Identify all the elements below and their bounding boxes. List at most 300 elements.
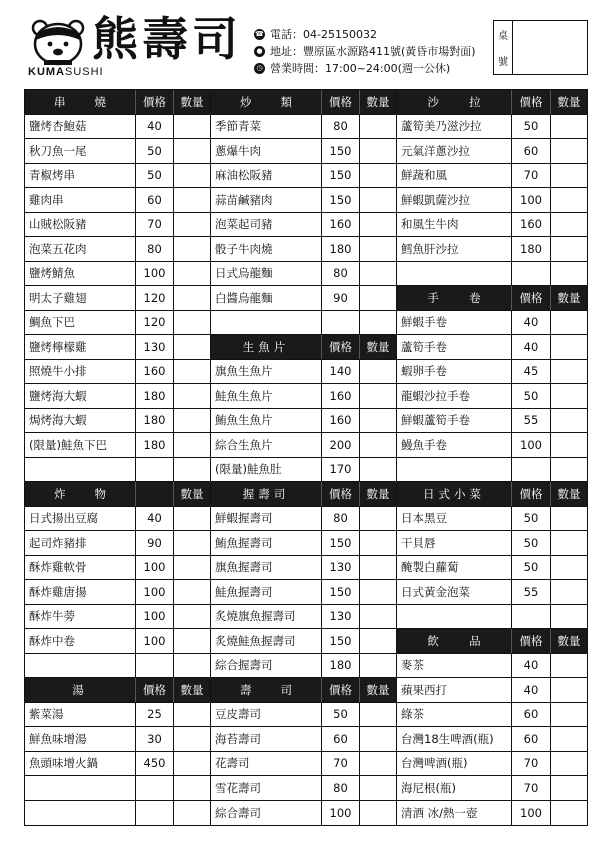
quantity-input-cell[interactable] [550, 801, 587, 826]
quantity-input-cell[interactable] [173, 311, 210, 335]
quantity-input-cell[interactable] [173, 458, 210, 482]
quantity-input-cell[interactable] [550, 409, 587, 433]
menu-item-row [25, 776, 210, 801]
quantity-input-cell[interactable] [550, 164, 587, 188]
item-price: 60 [321, 727, 359, 751]
item-price: 25 [135, 703, 173, 727]
item-name: 照燒牛小排 [29, 364, 87, 379]
menu-item-row [211, 531, 396, 556]
quantity-input-cell[interactable] [359, 580, 396, 604]
menu-item-row [211, 188, 396, 213]
menu-item-row [25, 703, 210, 728]
section-title-part: 飲 [427, 633, 439, 648]
item-price: 40 [511, 311, 550, 335]
item-price: 80 [321, 115, 359, 139]
item-price: 180 [135, 433, 173, 457]
menu-item-row [211, 629, 396, 654]
quantity-input-cell[interactable] [359, 237, 396, 261]
item-name: 鮭魚生魚片 [215, 388, 273, 403]
item-price: 60 [135, 188, 173, 212]
item-name [25, 776, 135, 800]
menu-item-row [397, 409, 587, 434]
quantity-input-cell[interactable] [550, 703, 587, 727]
quantity-input-cell[interactable] [359, 433, 396, 457]
phone-text: 電話：04-25150032 [270, 28, 377, 41]
quantity-input-cell[interactable] [550, 654, 587, 678]
quantity-input-cell[interactable] [550, 507, 587, 531]
phone-row [254, 26, 476, 43]
item-name [25, 801, 135, 826]
quantity-input-cell[interactable] [173, 188, 210, 212]
price-column-header: 價格 [511, 629, 550, 653]
menu-item-row [211, 703, 396, 728]
menu-item-row [211, 776, 396, 801]
item-name: 鯛魚下巴 [29, 315, 75, 330]
brand-name-english-bold: KUMA [28, 66, 65, 78]
section-header [25, 90, 210, 115]
item-name: 鹽烤海大蝦 [29, 388, 87, 403]
menu-item-row [25, 605, 210, 630]
section-title [397, 286, 511, 310]
quantity-input-cell[interactable] [550, 360, 587, 384]
quantity-input-cell[interactable] [173, 115, 210, 139]
menu-item-row [211, 311, 396, 336]
item-price: 150 [321, 629, 359, 653]
section-title-part: 炸 [54, 486, 66, 501]
location-pin-icon: ● [254, 46, 265, 57]
menu-item-row [397, 605, 587, 630]
menu-item-row [211, 213, 396, 238]
item-name: 雪花壽司 [215, 780, 261, 795]
quantity-column-header: 數量 [359, 678, 396, 702]
section-title [211, 90, 321, 114]
quantity-input-cell[interactable] [173, 605, 210, 629]
address-row [254, 43, 476, 60]
item-name: 日式黃金泡菜 [401, 584, 470, 599]
quantity-input-cell[interactable] [173, 654, 210, 678]
item-name: 鰻魚手卷 [401, 437, 447, 452]
menu-item-row [211, 115, 396, 140]
item-price: 60 [511, 139, 550, 163]
address-text: 地址：豐原區水源路411號(黃昏市場對面) [270, 45, 476, 58]
section-title [211, 335, 321, 359]
menu-item-row [397, 531, 587, 556]
menu-item-row [397, 580, 587, 605]
menu-item-row [211, 286, 396, 311]
item-name: 綜合握壽司 [215, 658, 273, 673]
quantity-input-cell[interactable] [359, 213, 396, 237]
quantity-input-cell[interactable] [550, 188, 587, 212]
quantity-input-cell[interactable] [359, 139, 396, 163]
quantity-input-cell[interactable] [173, 801, 210, 826]
item-price: 180 [511, 237, 550, 261]
quantity-column-header: 數量 [550, 90, 587, 114]
menu-item-row [211, 360, 396, 385]
item-price: 150 [321, 139, 359, 163]
menu-item-row [211, 409, 396, 434]
quantity-input-cell[interactable] [550, 384, 587, 408]
menu-item-row [397, 213, 587, 238]
quantity-input-cell[interactable] [359, 531, 396, 555]
item-name: 鮮蝦握壽司 [215, 511, 273, 526]
section-header [211, 678, 396, 703]
menu-column [210, 90, 396, 825]
quantity-input-cell[interactable] [359, 801, 396, 826]
item-price [511, 605, 550, 629]
item-name: 花壽司 [215, 756, 250, 771]
quantity-input-cell[interactable] [359, 629, 396, 653]
item-name: 青椒烤串 [29, 168, 75, 183]
menu-item-row [25, 458, 210, 483]
item-price: 150 [321, 164, 359, 188]
quantity-input-cell[interactable] [173, 776, 210, 800]
item-name: 清酒 冰/熱一壺 [401, 805, 478, 820]
menu-table [24, 89, 588, 826]
quantity-input-cell[interactable] [550, 335, 587, 359]
quantity-input-cell[interactable] [173, 164, 210, 188]
quantity-input-cell[interactable] [359, 776, 396, 800]
menu-header [0, 0, 610, 88]
item-price: 160 [321, 409, 359, 433]
quantity-input-cell[interactable] [550, 580, 587, 604]
item-name: 元氣洋蔥沙拉 [401, 143, 470, 158]
price-column-header: 價格 [135, 678, 173, 702]
quantity-input-cell[interactable] [550, 237, 587, 261]
item-name: 麥茶 [401, 658, 424, 673]
item-name: 鹽烤鯖魚 [29, 266, 75, 281]
quantity-input-cell[interactable] [550, 727, 587, 751]
quantity-input-cell[interactable] [550, 531, 587, 555]
quantity-input-cell[interactable] [550, 678, 587, 702]
menu-item-row [211, 237, 396, 262]
quantity-input-cell[interactable] [173, 384, 210, 408]
item-price: 50 [511, 507, 550, 531]
section-title-part: 炒 [240, 94, 252, 109]
item-price: 50 [321, 703, 359, 727]
item-price: 60 [511, 727, 550, 751]
item-name: 焗烤海大蝦 [29, 413, 87, 428]
menu-item-row [25, 139, 210, 164]
quantity-input-cell[interactable] [173, 139, 210, 163]
item-price: 180 [321, 237, 359, 261]
quantity-input-cell[interactable] [359, 360, 396, 384]
quantity-input-cell[interactable] [550, 139, 587, 163]
quantity-column-header: 數量 [173, 482, 210, 506]
item-price: 60 [511, 703, 550, 727]
menu-item-row [211, 384, 396, 409]
menu-item-row [25, 164, 210, 189]
item-name: 骰子牛肉燒 [215, 241, 273, 256]
menu-item-row [25, 752, 210, 777]
item-name [25, 458, 135, 482]
item-price: 40 [135, 507, 173, 531]
section-title-part: 生魚片 [242, 339, 290, 354]
quantity-input-cell[interactable] [173, 507, 210, 531]
quantity-input-cell[interactable] [359, 507, 396, 531]
item-price: 40 [511, 654, 550, 678]
item-name [25, 654, 135, 678]
item-name: 雞肉串 [29, 192, 64, 207]
item-name: 鮮魚味增湯 [29, 731, 87, 746]
quantity-input-cell[interactable] [173, 237, 210, 261]
item-name: 和風生牛肉 [401, 217, 459, 232]
price-column-header: 價格 [321, 678, 359, 702]
item-name: (限量)鮭魚肚 [215, 462, 282, 477]
quantity-input-cell[interactable] [359, 262, 396, 286]
price-column-header: 價格 [511, 90, 550, 114]
item-name: 蒜苗鹹豬肉 [215, 192, 273, 207]
quantity-column-header: 數量 [550, 286, 587, 310]
quantity-column-header: 數量 [173, 90, 210, 114]
item-price: 130 [135, 335, 173, 359]
menu-item-row [211, 605, 396, 630]
item-name: 魚頭味增火鍋 [29, 756, 98, 771]
quantity-input-cell[interactable] [550, 262, 587, 286]
item-price: 100 [511, 801, 550, 826]
menu-item-row [25, 335, 210, 360]
section-title-part: 類 [280, 94, 292, 109]
menu-item-row [397, 507, 587, 532]
quantity-column-header: 數量 [359, 90, 396, 114]
quantity-input-cell[interactable] [550, 213, 587, 237]
item-name [211, 311, 321, 335]
item-price: 140 [321, 360, 359, 384]
section-header [397, 90, 587, 115]
quantity-input-cell[interactable] [359, 286, 396, 310]
section-title [25, 482, 135, 506]
quantity-input-cell[interactable] [173, 335, 210, 359]
quantity-input-cell[interactable] [359, 458, 396, 482]
item-price: 160 [321, 384, 359, 408]
item-price: 30 [135, 727, 173, 751]
brand-name-english [28, 66, 104, 78]
section-header [211, 482, 396, 507]
item-price: 50 [135, 164, 173, 188]
quantity-input-cell[interactable] [359, 752, 396, 776]
quantity-input-cell[interactable] [173, 727, 210, 751]
menu-item-row [397, 164, 587, 189]
quantity-input-cell[interactable] [173, 262, 210, 286]
menu-item-row [211, 801, 396, 826]
quantity-input-cell[interactable] [550, 752, 587, 776]
item-price: 100 [135, 580, 173, 604]
item-price: 100 [135, 262, 173, 286]
section-title-part: 司 [280, 682, 292, 697]
item-price: 90 [321, 286, 359, 310]
price-column-header: 價格 [511, 482, 550, 506]
quantity-input-cell[interactable] [359, 188, 396, 212]
item-name: 鮪魚握壽司 [215, 535, 273, 550]
section-title-part: 物 [94, 486, 106, 501]
brand-name-english-light: SUSHI [65, 66, 104, 78]
section-title [397, 482, 511, 506]
menu-item-row [397, 335, 587, 360]
item-price: 120 [135, 286, 173, 310]
item-price [135, 654, 173, 678]
quantity-input-cell[interactable] [359, 409, 396, 433]
section-title-part: 湯 [72, 682, 88, 697]
menu-item-row [397, 678, 587, 703]
price-column-header: 價格 [135, 90, 173, 114]
item-name: 蝦卵手卷 [401, 364, 447, 379]
menu-item-row [25, 286, 210, 311]
item-price: 170 [321, 458, 359, 482]
item-price: 50 [511, 531, 550, 555]
item-name: 酥炸雞軟骨 [29, 560, 87, 575]
brand-name-chinese: 熊壽司 [92, 12, 242, 66]
quantity-input-cell[interactable] [359, 556, 396, 580]
item-name: 鮪魚生魚片 [215, 413, 273, 428]
quantity-input-cell[interactable] [173, 580, 210, 604]
menu-item-row [25, 409, 210, 434]
item-name: 干貝唇 [401, 535, 436, 550]
quantity-input-cell[interactable] [173, 752, 210, 776]
item-name: 季節青菜 [215, 119, 261, 134]
section-title-part: 沙 [427, 94, 439, 109]
menu-item-row [211, 433, 396, 458]
menu-item-row [211, 654, 396, 679]
item-name [397, 262, 511, 286]
hours-text: 營業時間：17:00~24:00(週一公休) [270, 62, 451, 75]
item-price: 180 [135, 384, 173, 408]
item-name: 龍蝦沙拉手卷 [401, 388, 470, 403]
quantity-input-cell[interactable] [173, 531, 210, 555]
menu-item-row [25, 262, 210, 287]
menu-item-row [25, 556, 210, 581]
menu-item-row [25, 629, 210, 654]
item-name: 日式揚出豆腐 [29, 511, 98, 526]
item-price: 70 [511, 776, 550, 800]
item-price: 100 [135, 629, 173, 653]
quantity-input-cell[interactable] [550, 776, 587, 800]
quantity-input-cell[interactable] [359, 115, 396, 139]
item-name [397, 458, 511, 482]
section-title-part: 卷 [469, 290, 481, 305]
item-name: 鹽烤檸檬雞 [29, 339, 87, 354]
item-name: 蔥爆牛肉 [215, 143, 261, 158]
section-title-part: 壽 [240, 682, 252, 697]
item-name: 蘆筍手卷 [401, 339, 447, 354]
price-column-header: 價格 [321, 335, 359, 359]
item-price: 180 [321, 654, 359, 678]
item-name: 海苔壽司 [215, 731, 261, 746]
quantity-input-cell[interactable] [359, 605, 396, 629]
item-price: 200 [321, 433, 359, 457]
table-number-label [494, 21, 513, 74]
menu-item-row [397, 384, 587, 409]
item-name: 台灣啤酒(瓶) [401, 756, 468, 771]
item-price [321, 311, 359, 335]
menu-item-row [211, 752, 396, 777]
item-price: 80 [135, 237, 173, 261]
quantity-input-cell[interactable] [173, 286, 210, 310]
menu-item-row [25, 115, 210, 140]
price-column-header: 價格 [321, 90, 359, 114]
menu-item-row [397, 703, 587, 728]
quantity-input-cell[interactable] [173, 703, 210, 727]
menu-item-row [25, 360, 210, 385]
item-price [511, 458, 550, 482]
item-price: 50 [511, 115, 550, 139]
item-price: 450 [135, 752, 173, 776]
item-price: 80 [321, 776, 359, 800]
item-price [135, 458, 173, 482]
section-header [397, 482, 587, 507]
section-title-part: 日式小菜 [423, 486, 485, 501]
menu-item-row [25, 580, 210, 605]
quantity-input-cell[interactable] [173, 556, 210, 580]
quantity-input-cell[interactable] [173, 409, 210, 433]
item-price: 55 [511, 580, 550, 604]
quantity-input-cell[interactable] [173, 213, 210, 237]
menu-item-row [25, 801, 210, 826]
table-label-char-1: 桌 [498, 30, 508, 42]
menu-item-row [25, 237, 210, 262]
menu-item-row [25, 531, 210, 556]
quantity-input-cell[interactable] [359, 703, 396, 727]
item-name: 酥炸牛蒡 [29, 609, 75, 624]
quantity-input-cell[interactable] [359, 311, 396, 335]
quantity-input-cell[interactable] [550, 311, 587, 335]
table-label-char-2: 號 [498, 57, 508, 69]
item-name: 旗魚握壽司 [215, 560, 273, 575]
item-price: 100 [135, 605, 173, 629]
menu-item-row [397, 262, 587, 287]
menu-item-row [397, 727, 587, 752]
quantity-input-cell[interactable] [550, 115, 587, 139]
item-price: 160 [321, 213, 359, 237]
bear-sushi-logo-icon [28, 18, 88, 66]
item-price: 80 [321, 262, 359, 286]
item-name: (限量)鮭魚下巴 [29, 437, 107, 452]
quantity-input-cell[interactable] [550, 605, 587, 629]
quantity-input-cell[interactable] [550, 433, 587, 457]
menu-item-row [25, 507, 210, 532]
quantity-input-cell[interactable] [359, 164, 396, 188]
section-title [397, 629, 511, 653]
quantity-input-cell[interactable] [359, 654, 396, 678]
quantity-column-header: 數量 [359, 335, 396, 359]
section-header [397, 286, 587, 311]
item-name: 炙燒鮭魚握壽司 [215, 633, 296, 648]
menu-item-row [397, 188, 587, 213]
quantity-input-cell[interactable] [359, 727, 396, 751]
item-name: 鮮蔬和風 [401, 168, 447, 183]
quantity-input-cell[interactable] [550, 458, 587, 482]
menu-item-row [397, 752, 587, 777]
section-title [397, 90, 511, 114]
item-price: 90 [135, 531, 173, 555]
quantity-input-cell[interactable] [550, 556, 587, 580]
item-name: 秋刀魚一尾 [29, 143, 87, 158]
quantity-input-cell[interactable] [173, 629, 210, 653]
item-name: 日式烏龍麵 [215, 266, 273, 281]
quantity-input-cell[interactable] [359, 384, 396, 408]
price-column-header: 價格 [321, 482, 359, 506]
menu-item-row [397, 654, 587, 679]
item-name: 海尼根(瓶) [401, 780, 456, 795]
quantity-input-cell[interactable] [173, 433, 210, 457]
menu-item-row [211, 458, 396, 483]
quantity-input-cell[interactable] [173, 360, 210, 384]
menu-item-row [397, 237, 587, 262]
quantity-column-header: 數量 [550, 482, 587, 506]
menu-column [25, 90, 210, 825]
quantity-column-header: 數量 [359, 482, 396, 506]
quantity-column-header: 數量 [550, 629, 587, 653]
table-number-box[interactable] [493, 20, 588, 75]
item-name: 泡菜起司豬 [215, 217, 273, 232]
